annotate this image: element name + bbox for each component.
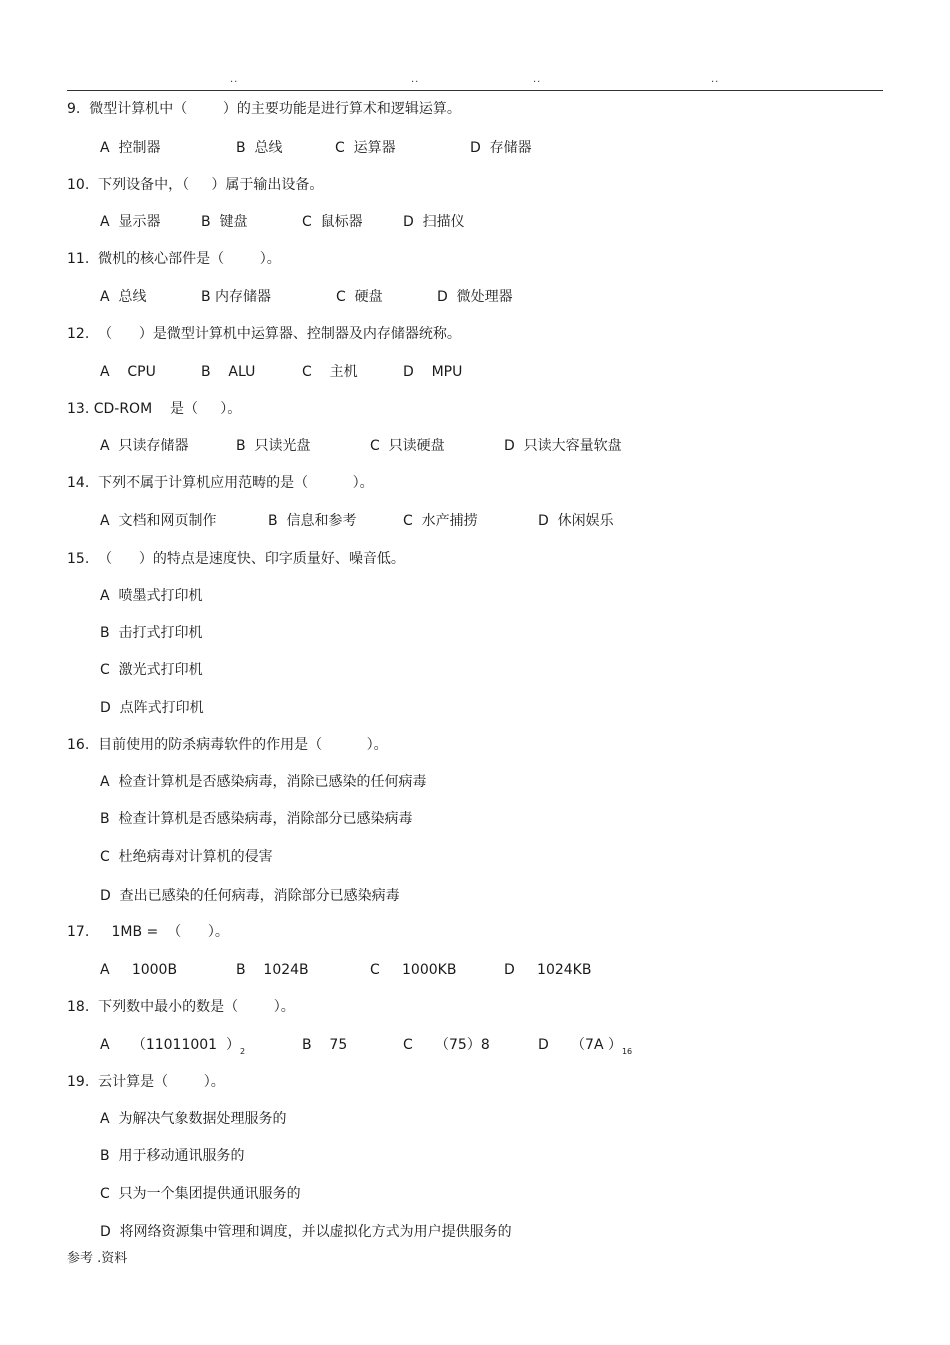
option-b: B 内存储器 (201, 289, 272, 305)
option-a: A 总线 (100, 289, 147, 305)
header-dots: .. (411, 74, 420, 85)
option-c: C 激光式打印机 (100, 662, 203, 678)
option-c: C 1000KB (370, 962, 457, 978)
option-text: A （11011001 ） (100, 1037, 240, 1053)
option-c (403, 1036, 490, 1054)
option-d: D 存储器 (470, 140, 532, 156)
option-a: A 检查计算机是否感染病毒，消除已感染的任何病毒 (100, 774, 427, 790)
question-10: 10. 下列设备中，（ ）属于输出设备。 (67, 177, 324, 193)
option-d: D 1024KB (504, 962, 592, 978)
option-text: C （75）8 (403, 1037, 490, 1053)
option-c: C 运算器 (335, 140, 396, 156)
option-b: B 1024B (236, 962, 309, 978)
question-18: 18. 下列数中最小的数是（ ）。 (67, 999, 295, 1015)
question-11: 11. 微机的核心部件是（ ）。 (67, 251, 281, 267)
radix-subscript: 2 (240, 1047, 246, 1056)
option-b: B 检查计算机是否感染病毒，消除部分已感染病毒 (100, 811, 413, 827)
option-c: C 只为一个集团提供通讯服务的 (100, 1186, 301, 1202)
option-d: D MPU (403, 364, 463, 380)
option-a (100, 1036, 245, 1056)
option-c: C 水产捕捞 (403, 513, 478, 529)
option-text: D （7A ） (538, 1037, 622, 1053)
option-b: B 用于移动通讯服务的 (100, 1148, 245, 1164)
option-d: D 将网络资源集中管理和调度，并以虚拟化方式为用户提供服务的 (100, 1224, 512, 1240)
question-15: 15. （ ）的特点是速度快、印字质量好、噪音低。 (67, 551, 405, 567)
option-a: A 控制器 (100, 140, 161, 156)
question-17: 17. 1MB = （ ）。 (67, 924, 229, 940)
question-14: 14. 下列不属于计算机应用范畴的是（ ）。 (67, 475, 374, 491)
option-b (302, 1036, 347, 1054)
option-b: B 信息和参考 (268, 513, 357, 529)
header-rule (67, 90, 883, 91)
option-d: D 点阵式打印机 (100, 700, 204, 716)
option-c: C 只读硬盘 (370, 438, 445, 454)
question-16: 16. 目前使用的防杀病毒软件的作用是（ ）。 (67, 737, 388, 753)
option-b: B 键盘 (201, 214, 248, 230)
option-a: A 显示器 (100, 214, 161, 230)
option-c: C 杜绝病毒对计算机的侵害 (100, 849, 273, 865)
option-text: B 75 (302, 1037, 348, 1053)
question-12: 12. （ ）是微型计算机中运算器、控制器及内存储器统称。 (67, 326, 461, 342)
option-d: D 查出已感染的任何病毒，消除部分已感染病毒 (100, 888, 400, 904)
header-dots: .. (533, 74, 542, 85)
option-d (538, 1036, 632, 1056)
question-9: 9. 微型计算机中（ ）的主要功能是进行算术和逻辑运算。 (67, 101, 461, 117)
option-c: C 鼠标器 (302, 214, 363, 230)
option-a: A 文档和网页制作 (100, 513, 217, 529)
option-b: B ALU (201, 364, 256, 380)
option-a: A 1000B (100, 962, 178, 978)
header-dots: .. (230, 74, 239, 85)
question-19: 19. 云计算是（ ）。 (67, 1074, 225, 1090)
option-c: C 主机 (302, 364, 358, 380)
option-a: A 喷墨式打印机 (100, 588, 203, 604)
option-a: A 只读存储器 (100, 438, 189, 454)
option-d: D 微处理器 (437, 289, 513, 305)
option-b: B 击打式打印机 (100, 625, 203, 641)
option-c: C 硬盘 (336, 289, 383, 305)
page-footer: 参考 .资料 (67, 1251, 128, 1266)
option-a: A CPU (100, 364, 156, 380)
option-a: A 为解决气象数据处理服务的 (100, 1111, 287, 1127)
option-b: B 只读光盘 (236, 438, 311, 454)
option-d: D 只读大容量软盘 (504, 438, 622, 454)
option-b: B 总线 (236, 140, 283, 156)
radix-subscript: 16 (621, 1047, 633, 1056)
question-13: 13. CD-ROM 是（ ）。 (67, 401, 242, 417)
option-d: D 扫描仪 (403, 214, 465, 230)
option-d: D 休闲娱乐 (538, 513, 614, 529)
header-dots: .. (711, 74, 720, 85)
